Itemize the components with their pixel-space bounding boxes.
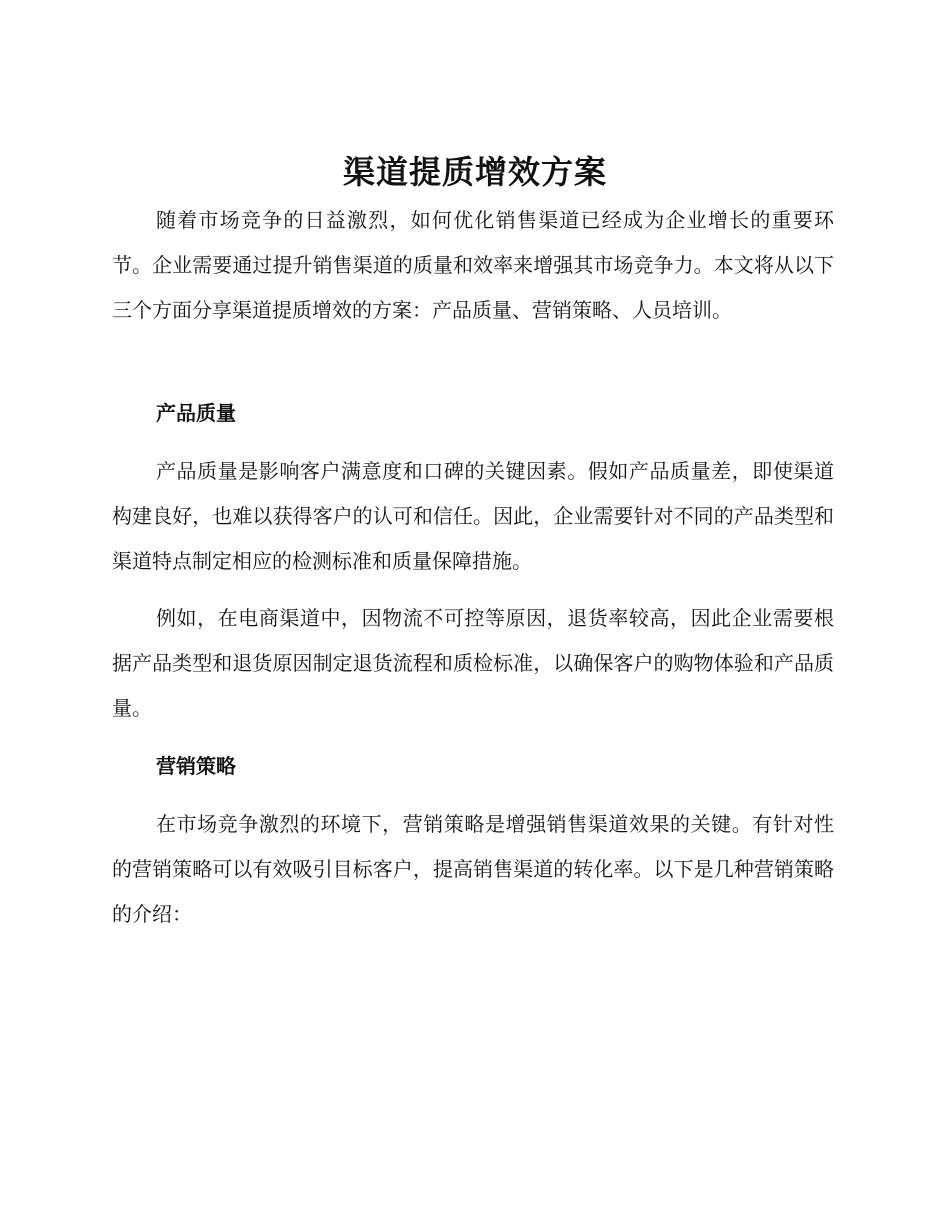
marketing-strategy-paragraph-1: 在市场竞争激烈的环境下，营销策略是增强销售渠道效果的关键。有针对性的营销策略可以有效吸引目标客户，提高销售渠道的转化率。以下是几种营销策略的介绍： [112, 812, 834, 926]
section-heading-marketing-strategy: 营销策略 [156, 754, 236, 778]
intro-paragraph: 随着市场竞争的日益激烈，如何优化销售渠道已经成为企业增长的重要环节。企业需要通过提升销售渠道的质量和效率来增强其市场竞争力。本文将从以下三个方面分享渠道提质增效的方案：产品质量、营销策略、人员培训。 [112, 208, 834, 322]
section-heading-product-quality: 产品质量 [156, 401, 236, 425]
product-quality-paragraph-2: 例如，在电商渠道中，因物流不可控等原因，退货率较高，因此企业需要根据产品类型和退货原因制定退货流程和质检标准，以确保客户的购物体验和产品质量。 [112, 606, 834, 720]
product-quality-paragraph-1: 产品质量是影响客户满意度和口碑的关键因素。假如产品质量差，即使渠道构建良好，也难以获得客户的认可和信任。因此，企业需要针对不同的产品类型和渠道特点制定相应的检测标准和质量保障措施。 [112, 459, 834, 573]
document-title: 渠道提质增效方案 [342, 153, 607, 191]
